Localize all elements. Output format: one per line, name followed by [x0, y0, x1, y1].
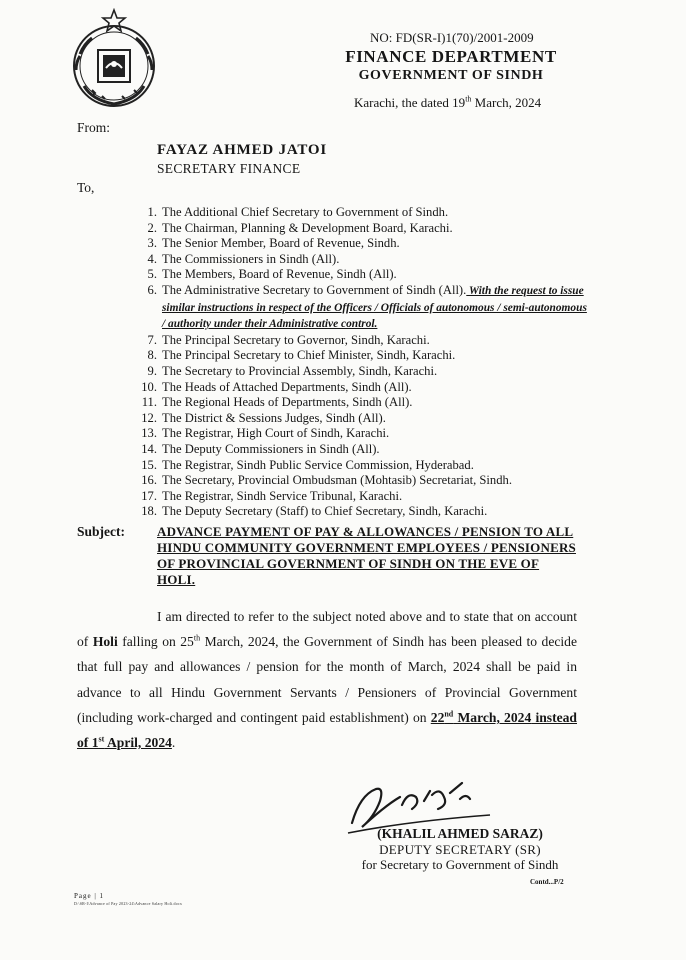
recipient-number: 9. — [147, 363, 157, 378]
recipient-item — [132, 364, 592, 380]
government-name: GOVERNMENT OF SINDH — [358, 68, 544, 83]
recipient-number: 10. — [141, 379, 157, 394]
recipient-text: The Chairman, Planning & Development Board, Karachi. — [162, 220, 453, 235]
recipient-number: 8. — [147, 348, 157, 363]
sender-name: FAYAZ AHMED JATOI — [157, 142, 328, 158]
recipient-item — [132, 504, 592, 520]
recipient-text: The Principal Secretary to Governor, Sindh, Karachi. — [162, 332, 430, 347]
recipient-note: With the request to issue similar instructions in respect of the Officers / Officials of autonomous / semi-autonomous / authority under their Administrative control. — [162, 284, 587, 331]
recipient-number: 17. — [141, 488, 157, 503]
recipient-item — [132, 380, 592, 396]
recipient-item — [132, 426, 592, 442]
recipient-text: The Registrar, Sindh Public Service Commission, Hyderabad. — [162, 457, 474, 472]
recipient-number: 4. — [147, 251, 157, 266]
sender-block — [157, 140, 327, 177]
recipient-text: The Secretary, Provincial Ombudsman (Mohtasib) Secretariat, Sindh. — [162, 473, 512, 488]
recipient-item — [132, 442, 592, 458]
recipient-number: 2. — [147, 220, 157, 235]
signature-block — [340, 826, 580, 873]
recipient-item — [132, 267, 592, 283]
recipient-item — [132, 236, 592, 252]
recipient-item — [132, 473, 592, 489]
recipient-text: The Registrar, High Court of Sindh, Karachi. — [162, 426, 390, 441]
recipient-item — [132, 458, 592, 474]
recipient-text: The Administrative Secretary to Government of Sindh (All). With the request to issue similar instructions in respect of the Officers / Officials of autonomous / semi-autonomous / authority under their Administrative control. — [162, 282, 587, 331]
recipient-item — [132, 411, 592, 427]
recipient-text: The Principal Secretary to Chief Minister, Sindh, Karachi. — [162, 348, 456, 363]
to-label: To, — [77, 180, 95, 195]
sender-title: SECRETARY FINANCE — [157, 161, 301, 176]
page-number: Page | 1 — [74, 892, 105, 900]
letter-date: Karachi, the dated 19th March, 2024 — [354, 94, 542, 110]
reference-number: NO: FD(SR-I)1(70)/2001-2009 — [370, 30, 534, 45]
continued-note: Contd...P/2 — [530, 878, 564, 886]
sindh-government-seal-icon — [62, 8, 166, 112]
recipient-number: 14. — [141, 441, 157, 456]
recipient-item — [132, 395, 592, 411]
recipient-text: The District & Sessions Judges, Sindh (All). — [162, 410, 386, 425]
recipient-number: 18. — [141, 504, 157, 519]
body-paragraph: I am directed to refer to the subject noted above and to state that on account of Holi falling on 25th March, 2024, the Government of Sindh has been pleased to decide that full pay and allowances / pension for the month of March, 2024 shall be paid in advance to all Hindu Government Servants / Pensioners of Provincial Government (including work-charged and contingent paid establishment) on 22nd March, 2024 instead of 1st April, 2024. — [77, 609, 577, 751]
original-date-emphasis: instead of 1st April, 2024 — [77, 709, 577, 751]
recipient-text: The Secretary to Provincial Assembly, Sindh, Karachi. — [162, 363, 438, 378]
subject-label: Subject: — [77, 524, 125, 539]
recipient-text: The Commissioners in Sindh (All). — [162, 251, 340, 266]
recipient-item — [132, 205, 592, 221]
holi-emphasis: Holi — [92, 634, 118, 650]
signatory-title: DEPUTY SECRETARY (SR) — [379, 842, 541, 857]
recipient-number: 5. — [147, 267, 157, 282]
recipient-number: 6. — [147, 282, 157, 297]
payment-date-emphasis: 22nd March, 2024 — [430, 709, 532, 725]
recipient-text: The Heads of Attached Departments, Sindh (All). — [162, 379, 412, 394]
recipient-item — [132, 283, 592, 333]
letter-header — [336, 30, 566, 111]
signatory-name: (KHALIL AHMED SARAZ) — [377, 826, 543, 841]
recipient-number: 3. — [147, 236, 157, 251]
recipient-text: The Additional Chief Secretary to Government of Sindh. — [162, 205, 449, 219]
subject-text: ADVANCE PAYMENT OF PAY & ALLOWANCES / PENSION TO ALL HINDU COMMUNITY GOVERNMENT EMPLOYEES / PENSIONERS OF PROVINCIAL GOVERNMENT OF SINDH ON THE EVE OF HOLI. — [157, 524, 576, 587]
recipient-item — [132, 221, 592, 237]
recipient-text: The Members, Board of Revenue, Sindh (All). — [162, 267, 397, 282]
recipient-item — [132, 333, 592, 349]
recipient-text: The Senior Member, Board of Revenue, Sindh. — [162, 236, 400, 251]
recipient-item — [132, 348, 592, 364]
recipient-number: 13. — [141, 426, 157, 441]
recipient-number: 16. — [141, 473, 157, 488]
recipient-number: 12. — [141, 410, 157, 425]
department-name: FINANCE DEPARTMENT — [345, 47, 557, 66]
from-label: From: — [77, 120, 111, 135]
recipient-number: 1. — [147, 205, 157, 219]
signatory-for: for Secretary to Government of Sindh — [361, 857, 559, 872]
recipient-text: The Deputy Secretary (Staff) to Chief Secretary, Sindh, Karachi. — [162, 504, 488, 519]
recipient-text: The Registrar, Sindh Service Tribunal, Karachi. — [162, 488, 403, 503]
recipient-list — [132, 205, 592, 520]
recipient-number: 7. — [147, 332, 157, 347]
file-path: D:\SR-I\Advance of Pay 2023-24\Advance Salary Holi.docx — [74, 901, 183, 906]
recipient-number: 15. — [141, 457, 157, 472]
recipient-item — [132, 252, 592, 268]
recipient-item — [132, 489, 592, 505]
recipient-text: The Deputy Commissioners in Sindh (All). — [162, 441, 380, 456]
recipient-number: 11. — [141, 395, 157, 410]
recipient-text: The Regional Heads of Departments, Sindh (All). — [162, 395, 413, 410]
